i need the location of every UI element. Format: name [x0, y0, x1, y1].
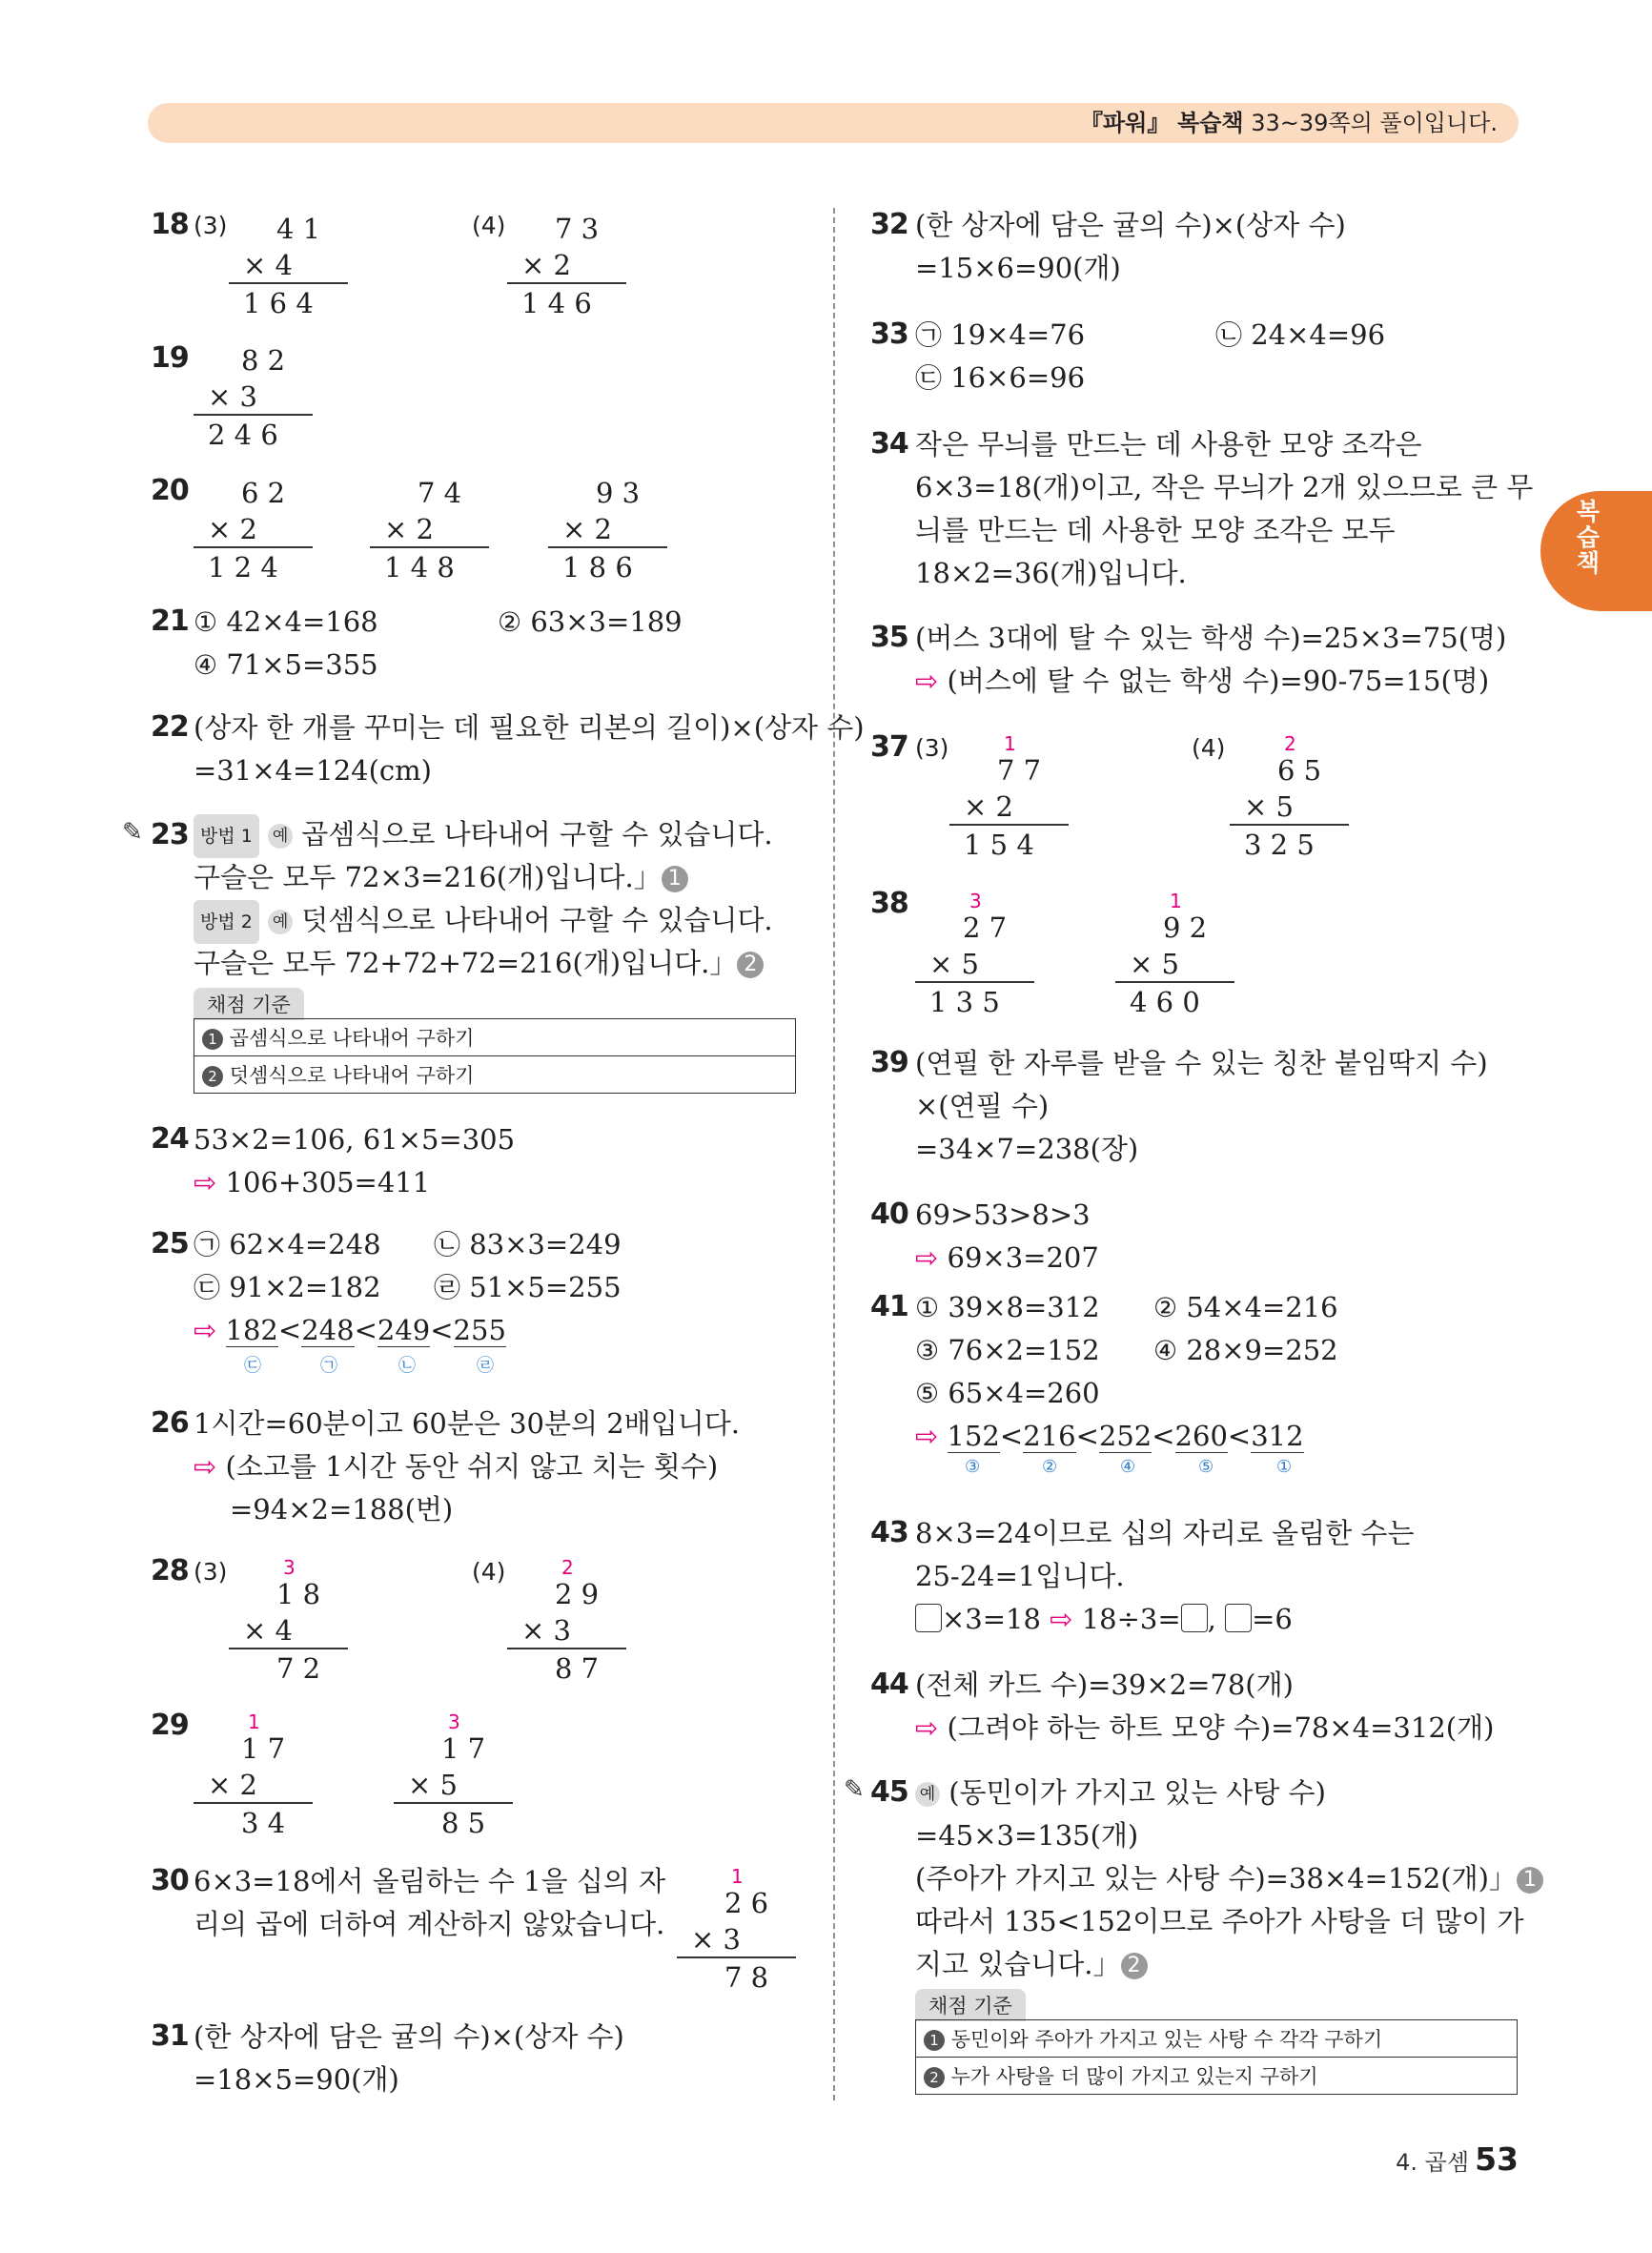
criteria-text: 덧셈식으로 나타내어 구하기	[229, 1064, 475, 1087]
answer-line: 1시간=60분이고 60분은 30분의 2배입니다.	[194, 1407, 740, 1440]
multiplier: × 5	[408, 1769, 458, 1801]
less-than: <	[1227, 1420, 1252, 1452]
equation: 76×2=152	[939, 1334, 1100, 1366]
circled-letter: ㉠	[915, 319, 943, 351]
ordered-value: 260	[1174, 1420, 1228, 1452]
answer-line	[915, 1237, 1099, 1279]
answer-line: (전체 카드 수)=39×2=78(개)	[915, 1669, 1294, 1701]
pencil-icon: ✎	[844, 1775, 865, 1804]
problem-number: 35	[870, 621, 908, 654]
result-rule	[677, 1956, 796, 1958]
answer-line	[194, 1445, 718, 1487]
arrow-icon: ⇨	[915, 1711, 939, 1744]
circled-letter: ㉢	[194, 1272, 221, 1303]
example-tag: 예	[268, 824, 293, 849]
scoring-marker: 2	[737, 952, 764, 978]
answer-line	[915, 1707, 1494, 1749]
answer-line: 53×2=106, 61×5=305	[194, 1123, 516, 1156]
criteria-row	[916, 2058, 1518, 2095]
circled-number: ②	[498, 606, 522, 638]
product: 8 5	[441, 1807, 486, 1839]
answer-line: 25-24=1입니다.	[915, 1560, 1125, 1592]
circled-number: ①	[915, 1292, 940, 1323]
multiplier: × 3	[691, 1923, 741, 1956]
chapter-label: 4. 곱셈	[1396, 2149, 1470, 2176]
equation: =6	[1252, 1603, 1293, 1635]
problem-number: 43	[870, 1516, 908, 1549]
result-rule	[229, 1648, 348, 1649]
book-subtitle: 복습책	[1177, 110, 1244, 136]
less-than: <	[999, 1420, 1024, 1452]
answer-text: 덧셈식으로 나타내어 구할 수 있습니다.	[301, 904, 773, 936]
problem-number: 39	[870, 1046, 908, 1079]
order-label: ③	[965, 1457, 981, 1477]
ordered-value: 249	[377, 1314, 431, 1346]
multiplier: × 2	[208, 513, 257, 545]
circled-letter: ㉡	[434, 1229, 461, 1260]
product: 3 2 5	[1244, 829, 1315, 861]
problem-number: 40	[870, 1198, 908, 1231]
answer-line: 69>53>8>3	[915, 1198, 1091, 1231]
comma: ,	[1207, 1603, 1216, 1635]
product: 1 4 6	[521, 287, 592, 319]
answer-line	[434, 1223, 622, 1266]
circled-number: ②	[1153, 1292, 1178, 1323]
result-rule	[194, 1802, 313, 1804]
answer-line: 늬를 만드는 데 사용한 모양 조각은 모두	[915, 514, 1396, 546]
answer-line	[1215, 314, 1385, 357]
arrow-icon: ⇨	[194, 1166, 217, 1198]
equation: 39×8=312	[939, 1291, 1100, 1323]
answer-line	[194, 1161, 430, 1203]
equation: 83×3=249	[460, 1228, 622, 1260]
answer-line: (한 상자에 담은 귤의 수)×(상자 수)	[194, 2020, 624, 2053]
less-than: <	[1152, 1420, 1175, 1452]
answer-line	[1153, 1329, 1338, 1372]
order-label: ㉣	[477, 1356, 494, 1376]
multiplier: × 4	[243, 1614, 293, 1647]
answer-text: 106+305=411	[225, 1166, 431, 1198]
answer-line: 따라서 135<152이므로 주아가 사탕을 더 많이 가	[915, 1905, 1524, 1937]
circled-letter: ㉡	[1215, 319, 1243, 351]
problem-number: 41	[870, 1290, 908, 1323]
answer-line: =15×6=90(개)	[915, 252, 1121, 284]
answer-line	[194, 856, 688, 898]
product: 4 6 0	[1130, 986, 1200, 1018]
problem-number: 28	[151, 1554, 189, 1587]
multiplicand: 1 7	[441, 1732, 486, 1765]
example-tag: 예	[915, 1782, 940, 1807]
answer-line: =45×3=135(개)	[915, 1819, 1139, 1852]
criteria-cell: 1 동민이와 주아가 가지고 있는 사탕 수 각각 구하기	[916, 2020, 1518, 2058]
multiplier: × 3	[208, 380, 257, 413]
method-tag: 방법 2	[194, 900, 259, 944]
multiplicand: 4 1	[276, 213, 321, 245]
order-label: ②	[1042, 1457, 1058, 1477]
criteria-cell: 2 누가 사탕을 더 많이 가지고 있는지 구하기	[916, 2058, 1518, 2095]
arrow-icon: ⇨	[194, 1450, 217, 1483]
pencil-icon: ✎	[122, 818, 143, 847]
ordered-value: 152	[947, 1420, 1000, 1452]
page-number: 53	[1475, 2140, 1519, 2178]
circled-number: ④	[194, 649, 218, 681]
product: 7 2	[276, 1652, 321, 1685]
problem-number: 30	[151, 1864, 189, 1897]
carry-digit: 2	[1284, 732, 1296, 755]
answer-text: (소고를 1시간 동안 쉬지 않고 치는 횟수)	[225, 1450, 719, 1483]
scoring-marker: 1	[662, 866, 688, 892]
arrow-icon: ⇨	[1050, 1603, 1073, 1635]
criteria-cell: 2 덧셈식으로 나타내어 구하기	[194, 1056, 796, 1094]
carry-digit: 1	[731, 1865, 744, 1888]
answer-line	[915, 1286, 1100, 1329]
answer-line: 18×2=36(개)입니다.	[915, 557, 1187, 589]
answer-line	[915, 1943, 1148, 1985]
answer-line: (상자 한 개를 꾸미는 데 필요한 리본의 길이)×(상자 수)	[194, 711, 865, 744]
answer-line: =31×4=124(cm)	[194, 754, 432, 787]
blank-box	[1181, 1604, 1208, 1632]
less-than: <	[1075, 1420, 1099, 1452]
equation: 42×4=168	[217, 605, 378, 638]
multiplicand: 6 5	[1277, 754, 1322, 787]
answer-line: (연필 한 자루를 받을 수 있는 칭찬 붙임딱지 수)	[915, 1047, 1488, 1079]
answer-text: 곱셈식으로 나타내어 구할 수 있습니다.	[301, 818, 773, 850]
criteria-table	[194, 1018, 796, 1094]
blank-box	[1225, 1604, 1252, 1632]
answer-line	[915, 1329, 1100, 1372]
problem-number: 22	[151, 710, 189, 744]
multiplicand: 1 8	[276, 1578, 321, 1610]
answer-text: (버스에 탈 수 없는 학생 수)=90-75=15(명)	[947, 665, 1490, 697]
header-caption: 33~39쪽의 풀이입니다.	[1243, 110, 1498, 136]
problem-number: 25	[151, 1227, 189, 1260]
criteria-text: 곱셈식으로 나타내어 구하기	[229, 1027, 475, 1050]
answer-line	[194, 1309, 506, 1351]
answer-line	[915, 1772, 1326, 1813]
side-tab-label: 복습책	[1573, 499, 1601, 576]
answer-text: 구슬은 모두 72+72+72=216(개)입니다.」	[194, 947, 738, 979]
multiplicand: 2 7	[963, 911, 1008, 944]
criteria-row	[194, 1019, 796, 1056]
multiplicand: 7 3	[555, 213, 600, 245]
ordered-value: 252	[1098, 1420, 1152, 1452]
book-title: 『파워』	[1080, 110, 1171, 136]
multiplicand: 7 4	[418, 477, 462, 509]
answer-text: 69×3=207	[947, 1241, 1099, 1274]
carry-digit: 1	[248, 1710, 260, 1733]
answer-line	[915, 357, 1085, 399]
problem-number: 24	[151, 1122, 189, 1156]
equation: 18÷3=	[1081, 1603, 1181, 1635]
multiplier: × 2	[384, 513, 434, 545]
arrow-icon: ⇨	[915, 1420, 939, 1452]
product: 8 7	[555, 1652, 600, 1685]
less-than: <	[277, 1314, 302, 1346]
equation: 28×9=252	[1177, 1334, 1338, 1366]
circled-number: ③	[915, 1335, 940, 1366]
column-divider	[833, 208, 835, 2100]
product: 1 3 5	[929, 986, 1000, 1018]
equation: 51×5=255	[460, 1271, 622, 1303]
multiplier: × 3	[521, 1614, 571, 1647]
result-rule	[194, 414, 313, 416]
multiplicand: 8 2	[241, 344, 286, 377]
answer-text: (동민이가 가지고 있는 사탕 수)	[948, 1776, 1326, 1809]
result-rule	[370, 546, 489, 548]
equation: 91×2=182	[220, 1271, 381, 1303]
less-than: <	[430, 1314, 454, 1346]
side-tab	[1540, 491, 1652, 611]
answer-line: 6×3=18에서 올림하는 수 1을 십의 자	[194, 1865, 666, 1897]
criteria-cell: 1 곱셈식으로 나타내어 구하기	[194, 1019, 796, 1056]
ordered-value: 182	[225, 1314, 278, 1346]
answer-line	[194, 1223, 381, 1266]
problem-number: 21	[151, 604, 189, 638]
answer-line	[915, 314, 1085, 357]
problem-number: 29	[151, 1709, 189, 1742]
criteria-text: 동민이와 주아가 가지고 있는 사탕 수 각각 구하기	[950, 2028, 1383, 2051]
arrow-icon: ⇨	[915, 1241, 939, 1274]
answer-line: =18×5=90(개)	[194, 2063, 399, 2096]
criteria-row	[194, 1056, 796, 1094]
carry-digit: 1	[1170, 890, 1182, 912]
equation: 65×4=260	[939, 1377, 1100, 1409]
equation: 16×6=96	[942, 361, 1086, 394]
problem-number: 31	[151, 2019, 189, 2053]
answer-line: (한 상자에 담은 귤의 수)×(상자 수)	[915, 209, 1346, 241]
example-tag: 예	[268, 910, 293, 934]
answer-line	[194, 813, 773, 858]
answer-line: 작은 무늬를 만드는 데 사용한 모양 조각은	[915, 428, 1422, 461]
sub-label: (3)	[194, 212, 228, 239]
multiplier: × 5	[1244, 790, 1294, 823]
result-rule	[1115, 981, 1234, 983]
product: 1 4 8	[384, 551, 455, 584]
sub-label: (4)	[472, 212, 506, 239]
multiplier: × 2	[964, 790, 1013, 823]
answer-line	[194, 601, 378, 644]
circled-letter: ㉠	[194, 1229, 221, 1260]
multiplicand: 9 2	[1163, 911, 1208, 944]
circled-letter: ㉢	[915, 362, 943, 394]
product: 1 5 4	[964, 829, 1034, 861]
arrow-icon: ⇨	[194, 1314, 217, 1346]
result-rule	[548, 546, 667, 548]
problem-number: 34	[870, 427, 908, 461]
equation: ×3=18	[942, 1603, 1041, 1635]
ordered-value: 312	[1251, 1420, 1304, 1452]
criteria-text: 누가 사탕을 더 많이 가지고 있는지 구하기	[950, 2065, 1318, 2088]
order-label: ①	[1276, 1457, 1293, 1477]
answer-line: =34×7=238(장)	[915, 1133, 1139, 1165]
product: 1 8 6	[562, 551, 633, 584]
answer-line	[915, 1598, 1293, 1640]
criteria-row	[916, 2020, 1518, 2058]
multiplier: × 5	[929, 948, 979, 980]
equation: 54×4=216	[1177, 1291, 1338, 1323]
answer-line	[915, 1372, 1100, 1415]
result-rule	[507, 282, 626, 284]
ordered-value: 255	[453, 1314, 506, 1346]
result-rule	[507, 1648, 626, 1649]
product: 1 6 4	[243, 287, 314, 319]
product: 1 2 4	[208, 551, 278, 584]
multiplicand: 7 7	[997, 754, 1042, 787]
result-rule	[949, 824, 1069, 826]
answer-line	[915, 1415, 1304, 1457]
answer-line	[434, 1266, 622, 1309]
answer-line	[194, 942, 764, 984]
problem-number: 37	[870, 730, 908, 764]
arrow-icon: ⇨	[915, 665, 939, 697]
answer-line: (버스 3대에 탈 수 있는 학생 수)=25×3=75(명)	[915, 622, 1507, 654]
product: 7 8	[724, 1961, 769, 1994]
problem-number: 19	[151, 341, 189, 375]
problem-number: 18	[151, 208, 189, 241]
result-rule	[915, 981, 1034, 983]
answer-line: =94×2=188(번)	[230, 1493, 454, 1526]
product: 2 4 6	[208, 419, 278, 451]
sub-label: (4)	[1192, 734, 1226, 762]
ordered-value: 248	[301, 1314, 355, 1346]
multiplier: × 2	[562, 513, 612, 545]
carry-digit: 3	[448, 1710, 460, 1733]
criteria-title: 채점 기준	[915, 1989, 1026, 2021]
result-rule	[194, 546, 313, 548]
problem-number: 20	[151, 474, 189, 507]
answer-line	[194, 899, 773, 944]
circled-letter: ㉣	[434, 1272, 461, 1303]
order-label: ㉡	[398, 1356, 416, 1376]
blank-box	[915, 1604, 942, 1632]
sub-label: (3)	[915, 734, 949, 762]
product: 3 4	[241, 1807, 286, 1839]
answer-text: (주아가 가지고 있는 사탕 수)=38×4=152(개)」	[915, 1862, 1517, 1895]
carry-digit: 1	[1004, 732, 1016, 755]
circled-number: ④	[1153, 1335, 1178, 1366]
order-label: ④	[1120, 1457, 1136, 1477]
answer-line	[498, 601, 683, 644]
equation: 19×4=76	[942, 318, 1086, 351]
answer-text: (그려야 하는 하트 모양 수)=78×4=312(개)	[947, 1711, 1495, 1744]
equation: 24×4=96	[1242, 318, 1386, 351]
method-tag: 방법 1	[194, 814, 259, 858]
ordered-value: 216	[1023, 1420, 1076, 1452]
result-rule	[394, 1802, 513, 1804]
problem-number: 23	[151, 818, 189, 851]
order-label: ⑤	[1198, 1457, 1214, 1477]
problem-number: 44	[870, 1668, 908, 1701]
equation: 71×5=355	[217, 648, 378, 681]
sub-label: (4)	[472, 1558, 506, 1586]
carry-digit: 3	[969, 890, 982, 912]
result-rule	[1230, 824, 1349, 826]
answer-line	[915, 660, 1489, 702]
answer-line: 8×3=24이므로 십의 자리로 올림한 수는	[915, 1517, 1415, 1549]
problem-number: 26	[151, 1406, 189, 1440]
answer-line	[1153, 1286, 1338, 1329]
answer-line	[194, 644, 378, 686]
answer-line: 리의 곱에 더하여 계산하지 않았습니다.	[194, 1908, 665, 1940]
equation: 62×4=248	[220, 1228, 381, 1260]
multiplier: × 5	[1130, 948, 1179, 980]
order-label: ㉠	[320, 1356, 337, 1376]
carry-digit: 3	[283, 1556, 296, 1579]
answer-line	[194, 1266, 381, 1309]
criteria-title: 채점 기준	[194, 988, 304, 1020]
multiplier: × 2	[208, 1769, 257, 1801]
order-label: ㉢	[244, 1356, 261, 1376]
multiplier: × 2	[521, 249, 571, 281]
problem-number: 32	[870, 208, 908, 241]
problem-number: 38	[870, 887, 908, 920]
less-than: <	[354, 1314, 377, 1346]
scoring-marker: 1	[1517, 1867, 1543, 1894]
result-rule	[229, 282, 348, 284]
multiplicand: 6 2	[241, 477, 286, 509]
multiplicand: 2 6	[724, 1887, 769, 1919]
answer-text: 지고 있습니다.」	[915, 1948, 1121, 1980]
carry-digit: 2	[561, 1556, 574, 1579]
problem-number: 45	[870, 1775, 908, 1809]
equation: 63×3=189	[521, 605, 683, 638]
scoring-marker: 2	[1121, 1953, 1148, 1979]
multiplier: × 4	[243, 249, 293, 281]
multiplicand: 2 9	[555, 1578, 600, 1610]
problem-number: 33	[870, 317, 908, 351]
answer-line: 6×3=18(개)이고, 작은 무늬가 2개 있으므로 큰 무	[915, 471, 1534, 503]
answer-line	[915, 1857, 1543, 1899]
multiplicand: 1 7	[241, 1732, 286, 1765]
criteria-table	[915, 2019, 1518, 2095]
answer-text: 구슬은 모두 72×3=216(개)입니다.」	[194, 861, 662, 893]
header-banner	[148, 103, 1519, 143]
sub-label: (3)	[194, 1558, 228, 1586]
answer-line: ×(연필 수)	[915, 1090, 1050, 1122]
circled-number: ①	[194, 606, 218, 638]
circled-number: ⑤	[915, 1378, 940, 1409]
page-footer	[1396, 2140, 1519, 2178]
multiplicand: 9 3	[596, 477, 641, 509]
